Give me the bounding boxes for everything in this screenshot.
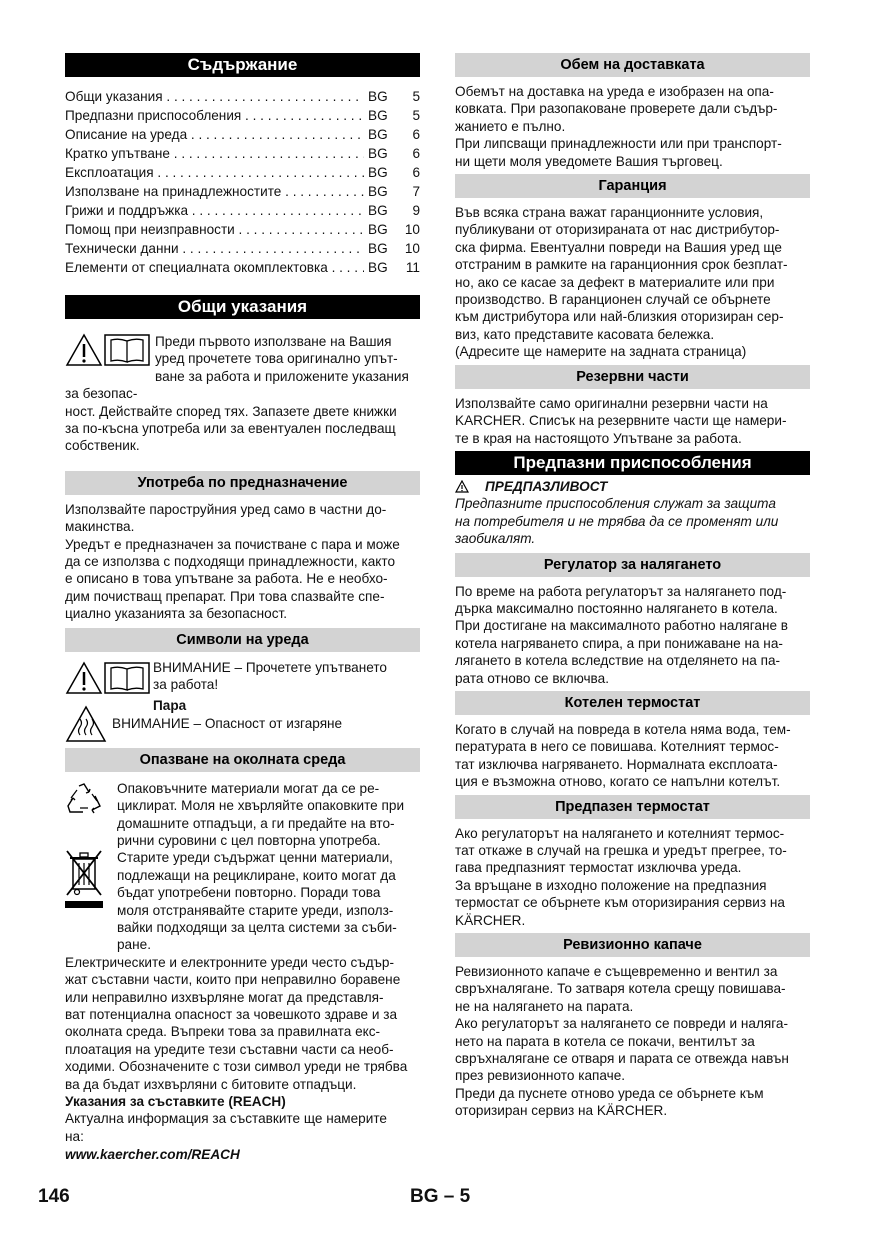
- text-line: дърка максимално постоянно налягането в котела.: [455, 600, 778, 616]
- caution-label: ПРЕДПАЗЛИВОСТ: [485, 478, 608, 494]
- text-line: Използвайте пароструйния уред само в частни до-: [65, 501, 387, 517]
- boiler-thermostat-heading: Котелен термостат: [455, 691, 810, 715]
- symbol-warning-line2: за работа!: [153, 677, 219, 693]
- text-line: ходими. Обозначените с този символ уреди не трябва: [65, 1059, 408, 1075]
- toc-item-lang: BG: [368, 165, 388, 180]
- toc-item[interactable]: [65, 239, 420, 258]
- toc-item-page: 7: [412, 184, 420, 199]
- spare-parts-text: [455, 395, 810, 447]
- toc-item-lang: BG: [368, 260, 388, 275]
- toc-item[interactable]: [65, 258, 420, 277]
- text-line: Актуална информация за съставките ще намерите: [65, 1111, 387, 1127]
- steam-warning-icon: [65, 705, 107, 743]
- toc-item-page: 6: [412, 165, 420, 180]
- pressure-regulator-heading: Регулатор за налягането: [455, 553, 810, 577]
- text-line: Преди първото използване на Вашия: [155, 334, 392, 349]
- text-line: плоатация на уредите тези съставни части са необ-: [65, 1041, 394, 1057]
- toc-item-lang: BG: [368, 184, 388, 199]
- toc-item[interactable]: [65, 87, 420, 106]
- text-line: Ревизионното капаче е същевременно и вентил за: [455, 964, 778, 980]
- section-ref: BG – 5: [410, 1186, 471, 1207]
- text-line: Ако регулаторът за налягането се повреди и наляга-: [455, 1016, 789, 1032]
- text-line: циално указанията за безопасност.: [65, 606, 288, 622]
- text-line: жанието е пълно.: [455, 118, 566, 134]
- toc-item-title: Технически данни . . .: [65, 239, 364, 258]
- text-line: уред прочетете това оригинално упът-: [155, 351, 398, 367]
- text-line: ност. Действайте според тях. Запазете двете книжки: [65, 403, 397, 419]
- text-line: Във всяка страна важат гаранционните условия,: [455, 205, 764, 221]
- text-line: не на налягането на парата.: [455, 998, 634, 1014]
- text-line: ване за работа и приложените указания за безопас-: [65, 368, 409, 402]
- text-line: околната среда. Въпреки това за правилната екс-: [65, 1024, 381, 1040]
- toc-item[interactable]: [65, 182, 420, 201]
- text-line: ват потенциална опасност за човешкото здраве и за: [65, 1006, 398, 1022]
- toc-item-title: Елементи от специалната окомплектовка . . .: [65, 258, 364, 277]
- symbol-warning-line1: ВНИМАНИЕ – Прочетете упътването: [153, 659, 387, 675]
- text-line: свръхналягане се отваря и парата се отвежда навън: [455, 1051, 789, 1067]
- toc-item[interactable]: [65, 106, 420, 125]
- text-line: Преди да пуснете отново уреда се обърнете към: [455, 1085, 764, 1101]
- spare-parts-heading: Резервни части: [455, 365, 810, 389]
- caution-text: [455, 495, 810, 547]
- text-line: циклират. Моля не хвърляйте опаковките при: [117, 798, 405, 814]
- text-line: собственик.: [65, 438, 140, 454]
- general-intro: [65, 333, 420, 455]
- text-line: (Адресите ще намерите на задната страница): [455, 344, 747, 360]
- text-line: макинства.: [65, 519, 135, 535]
- warning-manual-icon: [65, 661, 151, 695]
- environment-heading: Опазване на околната среда: [65, 748, 420, 772]
- toc-item-page: 10: [404, 222, 420, 237]
- toc-item[interactable]: [65, 144, 420, 163]
- text-line: При липсващи принадлежности или при транспорт-: [455, 136, 782, 152]
- toc-item-title: Използване на принадлежностите . . .: [65, 182, 364, 201]
- text-line: пературата в него се повишава. Котелният термос-: [455, 739, 779, 755]
- text-line: гава предпазният термостат изключва уреда.: [455, 860, 742, 876]
- electrical-text: [65, 954, 420, 1093]
- reach-url[interactable]: www.kaercher.com/REACH: [65, 1147, 240, 1163]
- text-line: виз, като представите касовата бележка.: [455, 326, 715, 342]
- toc-item-page: 5: [412, 89, 420, 104]
- text-line: през ревизионното капаче.: [455, 1068, 626, 1084]
- toc-item-page: 11: [405, 260, 420, 275]
- toc-heading: Съдържание: [65, 53, 420, 77]
- crossed-bin-icon: [65, 849, 103, 911]
- toc-item-page: 10: [404, 241, 420, 256]
- text-line: свръхналягане. То затваря котела срещу повишава-: [455, 981, 786, 997]
- intended-use-heading: Употреба по предназначение: [65, 471, 420, 495]
- toc-list: [65, 87, 420, 277]
- toc-item-page: 6: [412, 127, 420, 142]
- toc-item-lang: BG: [368, 222, 388, 237]
- steam-text: ВНИМАНИЕ – Опасност от изгаряне: [112, 715, 343, 731]
- toc-item-lang: BG: [368, 203, 388, 218]
- text-line: или неправилно изхвърляне могат да представля-: [65, 989, 384, 1005]
- toc-item-lang: BG: [368, 89, 388, 104]
- right-column: [455, 53, 810, 1120]
- text-line: ковката. При разопаковане проверете дали съдър-: [455, 101, 778, 117]
- text-line: но, ако се касае за дефект в материалите или при: [455, 274, 775, 290]
- bin-block: [65, 849, 420, 953]
- toc-item[interactable]: [65, 163, 420, 182]
- text-line: За връщане в изходно положение на предпазния: [455, 877, 767, 893]
- text-line: Старите уреди съдържат ценни материали,: [117, 850, 393, 866]
- page-number: 146: [38, 1186, 70, 1207]
- toc-item-title: Грижи и поддръжка . . .: [65, 201, 364, 220]
- text-line: дим почистващ препарат. При това спазвайте спе-: [65, 588, 385, 604]
- boiler-thermostat-text: [455, 721, 810, 791]
- reach-text: [65, 1110, 420, 1145]
- text-line: бъдат употребени повторно. Поради това: [117, 885, 381, 901]
- text-line: KÄRCHER.: [455, 912, 526, 928]
- toc-item-lang: BG: [368, 108, 388, 123]
- text-line: производство. В гаранционен случай се обърнете: [455, 292, 771, 308]
- text-line: публикувани от оторизираната от нас дистрибутор-: [455, 222, 780, 238]
- warranty-text: [455, 204, 810, 361]
- text-line: Предпазните приспособления служат за защита: [455, 496, 776, 512]
- text-line: KARCHER. Списък на резервните части ще намери-: [455, 413, 787, 429]
- text-line: домашните отпадъци, а ги предайте на вто-: [117, 815, 395, 831]
- safety-thermostat-heading: Предпазен термостат: [455, 795, 810, 819]
- toc-item-title: Кратко упътване . . .: [65, 144, 364, 163]
- steam-title: Пара: [153, 697, 187, 713]
- intended-use-text: [65, 501, 420, 623]
- text-line: тат откаже в случай на грешка и уредът прегрее, то-: [455, 843, 787, 858]
- text-line: рата отново се включва.: [455, 670, 609, 686]
- toc-item-page: 6: [412, 146, 420, 161]
- text-line: на потребителя и не трябва да се променят или: [455, 513, 779, 529]
- text-line: ция е възможна отново, когато се напълни котелът.: [455, 774, 781, 790]
- inspection-cap-heading: Ревизионно капаче: [455, 933, 810, 957]
- symbols-block: [65, 657, 420, 745]
- toc-item-title: Описание на уреда . . .: [65, 125, 364, 144]
- caution-row: [455, 478, 810, 495]
- text-line: те в края на настоящото Упътване за работа.: [455, 430, 742, 446]
- toc-item-page: 5: [412, 108, 420, 123]
- text-line: лягането в котела вследствие на отделянето на па-: [455, 653, 781, 669]
- recycle-text: [117, 780, 420, 850]
- text-line: Ако регулаторът на налягането и котелният термос-: [455, 825, 785, 841]
- caution-icon: [455, 480, 485, 493]
- toc-item-title: Помощ при неизправности . . .: [65, 220, 364, 239]
- text-line: котела нагряването спира, а при понижаване на на-: [455, 635, 783, 651]
- text-line: да се използва с подходящи принадлежности, както: [65, 554, 396, 570]
- text-line: При достигане на максималното работно налягане в: [455, 618, 789, 634]
- recycle-icon: [65, 782, 103, 816]
- delivery-text: [455, 83, 810, 170]
- toc-item-title: Общи указания . . .: [65, 87, 364, 106]
- toc-item-lang: BG: [368, 127, 388, 142]
- toc-item-page: 9: [412, 203, 420, 218]
- safety-thermostat-text: [455, 825, 810, 929]
- bin-text: [117, 849, 420, 953]
- text-line: рични суровини с цел повторна употреба.: [117, 832, 381, 848]
- delivery-heading: Обем на доставката: [455, 53, 810, 77]
- text-line: тат изключва нагряването. Нормалната експлоата-: [455, 756, 778, 772]
- text-line: оторизиран сервиз на KÄRCHER.: [455, 1103, 668, 1119]
- text-line: термостат се обърнете към оторизирания сервиз на: [455, 895, 785, 911]
- text-line: Когато в случай на повреда в котела няма вода, тем-: [455, 721, 791, 737]
- text-line: за по-късна употреба или за евентуален последващ: [65, 421, 396, 437]
- text-line: ране.: [117, 937, 151, 953]
- text-line: ни щети моля уведомете Вашия търговец.: [455, 153, 723, 169]
- toc-item-lang: BG: [368, 146, 388, 161]
- symbols-heading: Символи на уреда: [65, 628, 420, 652]
- text-line: заобикалят.: [455, 531, 536, 547]
- text-line: ва да бъдат изхвърляни с битовите отпадъци.: [65, 1076, 357, 1092]
- text-line: Използвайте само оригинални резервни части на: [455, 395, 768, 411]
- toc-item[interactable]: [65, 125, 420, 144]
- toc-item[interactable]: [65, 220, 420, 239]
- toc-item[interactable]: [65, 201, 420, 220]
- recycle-block: [65, 780, 420, 850]
- toc-item-lang: BG: [368, 241, 388, 256]
- text-line: ска фирма. Евентуални повреди на Вашия уред ще: [455, 239, 782, 255]
- inspection-cap-text: [455, 963, 810, 1120]
- text-line: Електрическите и електронните уреди често съдър-: [65, 954, 394, 970]
- text-line: вайки подходящи за целта системи за съби-: [117, 919, 397, 935]
- text-line: Опаковъчните материали могат да се ре-: [117, 780, 380, 796]
- warranty-heading: Гаранция: [455, 174, 810, 198]
- left-column: [65, 53, 420, 1164]
- reach-title: Указания за съставките (REACH): [65, 1094, 286, 1109]
- text-line: По време на работа регулаторът за налягането под-: [455, 583, 787, 599]
- text-line: на:: [65, 1128, 84, 1144]
- text-line: е описано в това упътване за работа. Не е необхо-: [65, 571, 388, 587]
- text-line: подлежащи на рециклиране, които могат да: [117, 867, 396, 883]
- text-line: моля отстранявайте старите уреди, използ-: [117, 902, 394, 918]
- safety-heading: Предпазни приспособления: [455, 451, 810, 475]
- warning-manual-icon: [65, 333, 153, 369]
- text-line: към дистрибутора или най-близкия оторизиран сер-: [455, 309, 784, 325]
- text-line: нето на парата в котела се покачи, вентилът за: [455, 1033, 755, 1049]
- text-line: отстраним в рамките на гаранционния срок безплат-: [455, 257, 788, 273]
- toc-item-title: Предпазни приспособления . . .: [65, 106, 364, 125]
- text-line: Обемът на доставка на уреда е изобразен на опа-: [455, 84, 774, 99]
- text-line: жат съставни части, които при неправилно боравене: [65, 972, 401, 988]
- text-line: Уредът е предназначен за почистване с пара и може: [65, 536, 400, 552]
- general-heading: Общи указания: [65, 295, 420, 319]
- pressure-regulator-text: [455, 583, 810, 687]
- toc-item-title: Експлоатация . . .: [65, 163, 364, 182]
